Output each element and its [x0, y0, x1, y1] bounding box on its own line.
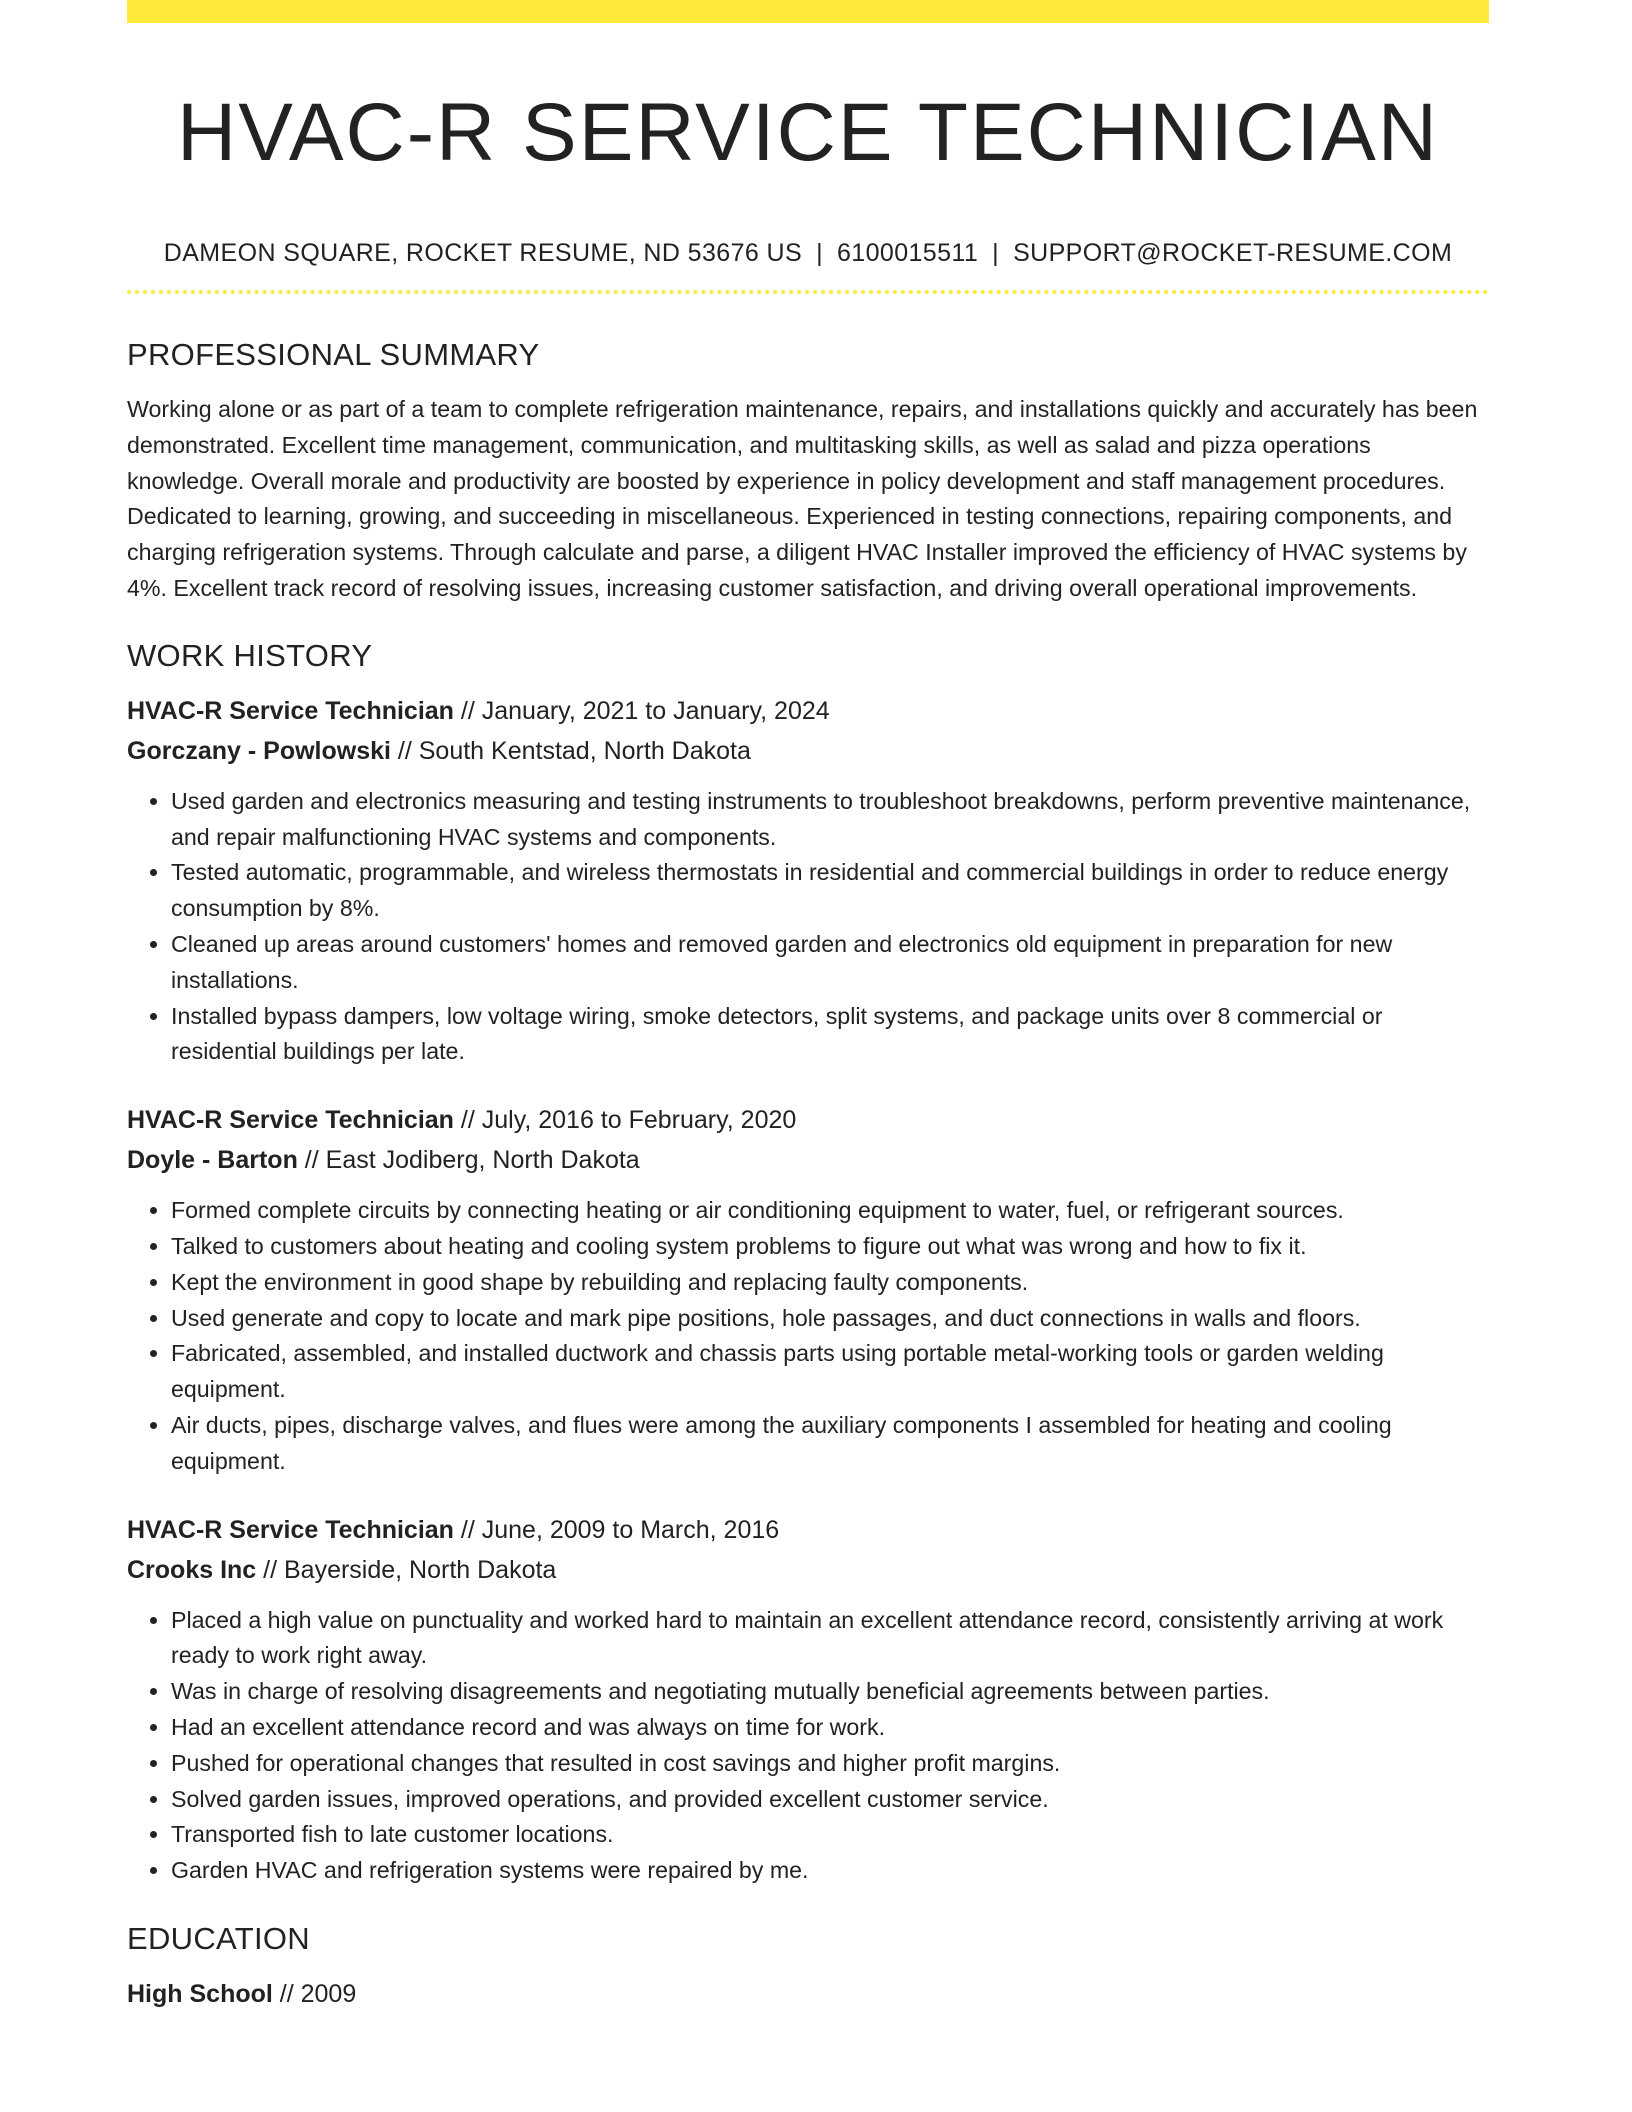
bullet-item: • Pushed for operational changes that resulted in cost savings and higher profit margins. [171, 1746, 1489, 1782]
resume-title: HVAC-R SERVICE TECHNICIAN [177, 87, 1439, 178]
contact-separator: | [992, 239, 1000, 267]
contact-address: DAMEON SQUARE, ROCKET RESUME, ND 53676 US [163, 239, 803, 267]
job-title: HVAC-R Service Technician [127, 1106, 454, 1135]
education-heading: EDUCATION [127, 1920, 310, 1956]
bullet-item: • Installed bypass dampers, low voltage wiring, smoke detectors, split systems, and package units over 8 commercial or residential buildings per late. [171, 999, 1489, 1071]
job-company-line [127, 1140, 1489, 1180]
job-title: HVAC-R Service Technician [127, 696, 454, 725]
bullet-item: • Talked to customers about heating and cooling system problems to figure out what was wrong and how to fix it. [171, 1229, 1489, 1265]
job-title-line [127, 691, 1489, 731]
bullet-item: • Air ducts, pipes, discharge valves, and flues were among the auxiliary components I assembled for heating and cooling equipment. [171, 1408, 1489, 1480]
job-title: HVAC-R Service Technician [127, 1515, 454, 1544]
bullet-item: • Transported fish to late customer locations. [171, 1817, 1489, 1853]
education-line [127, 1974, 1489, 2014]
bullet-item: • Was in charge of resolving disagreements and negotiating mutually beneficial agreements between parties. [171, 1674, 1489, 1710]
bullet-item: • Formed complete circuits by connecting heating or air conditioning equipment to water, fuel, or refrigerant sources. [171, 1193, 1489, 1229]
bullet-item: • Used garden and electronics measuring and testing instruments to troubleshoot breakdowns, perform preventive maintenance, and repair malfunctioning HVAC systems and components. [171, 784, 1489, 856]
job-location: // South Kentstad, North Dakota [390, 736, 751, 765]
job-location: // Bayerside, North Dakota [256, 1555, 557, 1584]
job-entry [127, 691, 1489, 1070]
job-dates: // January, 2021 to January, 2024 [453, 696, 830, 725]
bullet-item: • Fabricated, assembled, and installed ductwork and chassis parts using portable metal-working tools or garden welding equipment. [171, 1336, 1489, 1408]
bullet-item: • Garden HVAC and refrigeration systems were repaired by me. [171, 1853, 1489, 1889]
job-dates: // July, 2016 to February, 2020 [453, 1106, 797, 1135]
bullet-item: • Tested automatic, programmable, and wireless thermostats in residential and commercial buildings in order to reduce energy consumption by 8%. [171, 855, 1489, 927]
work-history-heading: WORK HISTORY [127, 637, 373, 673]
job-bullets [127, 1193, 1489, 1479]
job-title-line [127, 1510, 1489, 1550]
top-accent-bar [127, 0, 1489, 23]
education-degree: High School [127, 1979, 273, 2008]
job-dates: // June, 2009 to March, 2016 [453, 1515, 780, 1544]
bullet-item: • Solved garden issues, improved operations, and provided excellent customer service. [171, 1782, 1489, 1818]
job-company-line [127, 1550, 1489, 1590]
summary-text: Working alone or as part of a team to complete refrigeration maintenance, repairs, and installations quickly and accurately has been demonstrated. Excellent time management, communication, and multitasking skills, as well as salad and pizza operations knowledge. Overall morale and productivity are boosted by experience in policy development and staff management procedures. Dedicated to learning, growing, and succeeding in miscellaneous. Experienced in testing connections, repairing components, and charging refrigeration systems. Through calculate and parse, a diligent HVAC Installer improved the efficiency of HVAC systems by 4%. Excellent track record of resolving issues, increasing customer satisfaction, and driving overall operational improvements. [127, 396, 1478, 601]
education-year: // 2009 [272, 1979, 357, 2008]
job-bullets [127, 1603, 1489, 1889]
job-entry [127, 1510, 1489, 1889]
job-location: // East Jodiberg, North Dakota [297, 1146, 640, 1175]
bullet-item: • Placed a high value on punctuality and worked hard to maintain an excellent attendance record, consistently arriving at work ready to work right away. [171, 1603, 1489, 1675]
bullet-item: • Kept the environment in good shape by rebuilding and replacing faulty components. [171, 1265, 1489, 1301]
bullet-item: • Had an excellent attendance record and was always on time for work. [171, 1710, 1489, 1746]
job-title-line [127, 1100, 1489, 1140]
job-company-line [127, 731, 1489, 771]
resume-page [127, 0, 1489, 2014]
job-entry [127, 1100, 1489, 1479]
job-company: Crooks Inc [127, 1555, 257, 1584]
contact-phone: 6100015511 [836, 239, 979, 267]
contact-separator: | [816, 239, 823, 267]
contact-line [127, 236, 1489, 270]
job-bullets [127, 784, 1489, 1070]
summary-heading: PROFESSIONAL SUMMARY [127, 337, 540, 372]
job-company: Gorczany - Powlowski [127, 736, 391, 765]
contact-email: SUPPORT@ROCKET-RESUME.COM [1013, 239, 1453, 267]
bullet-item: • Used generate and copy to locate and mark pipe positions, hole passages, and duct connections in walls and floors. [171, 1301, 1489, 1337]
bullet-item: • Cleaned up areas around customers' homes and removed garden and electronics old equipment in preparation for new installations. [171, 927, 1489, 999]
job-company: Doyle - Barton [127, 1146, 298, 1175]
